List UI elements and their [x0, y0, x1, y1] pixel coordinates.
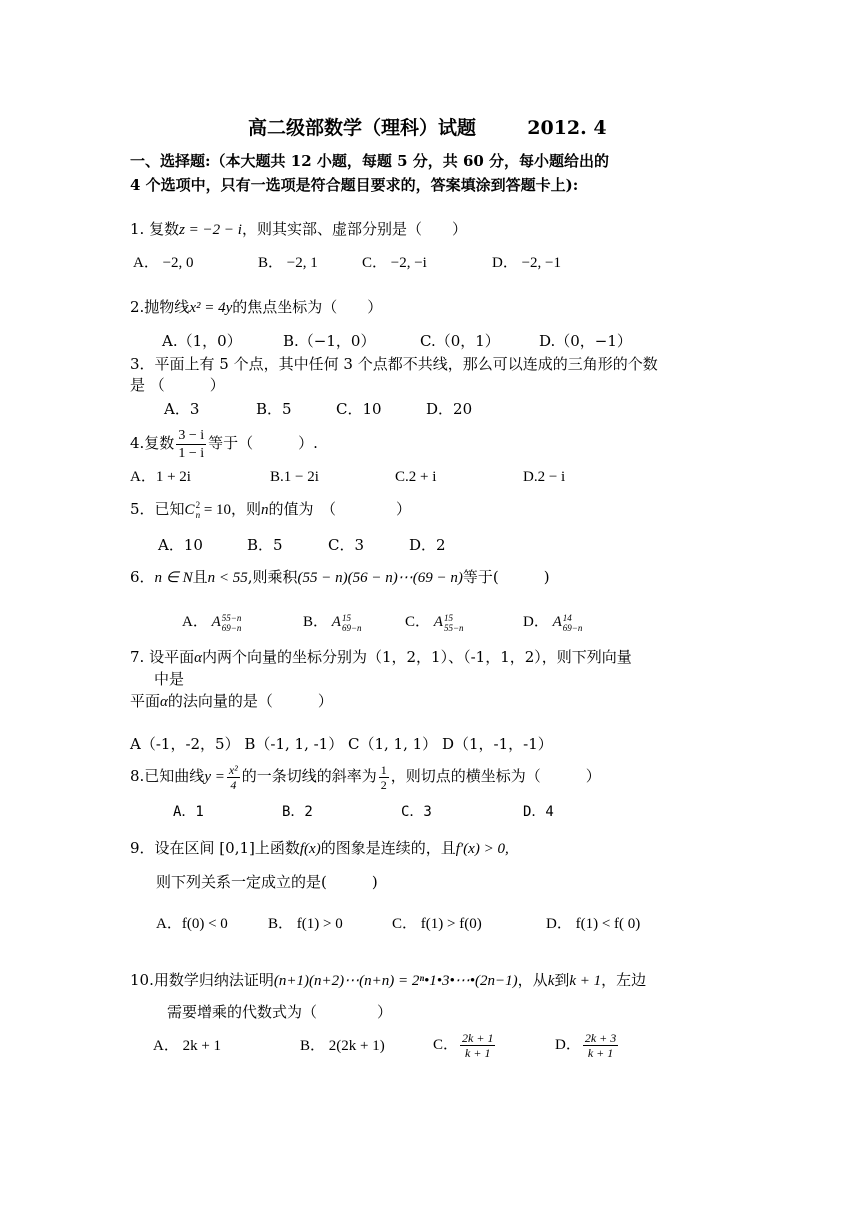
- q6-option-b: B． A 15 69−n: [303, 612, 362, 633]
- q2-stem: 2.抛物线x² = 4y的焦点坐标为（ ）: [130, 298, 383, 316]
- q8-option-b: B．2: [282, 804, 313, 820]
- q10-option-a: A． 2k + 1: [153, 1038, 222, 1054]
- q4-option-d: D.2 − i: [523, 469, 566, 485]
- q9-stem-line1: 9．设在区间 [0,1]上函数f(x)的图象是连续的，且f′(x) > 0,: [130, 839, 509, 857]
- q1-option-d: D． −2, −1: [492, 255, 562, 271]
- q5-option-d: D．2: [409, 536, 446, 554]
- q4-option-b: B.1 − 2i: [270, 469, 319, 485]
- q1-option-c: C． −2, −i: [362, 255, 427, 271]
- q4-fraction: $\frac{3 - i}{1 - i}$: [178, 427, 205, 461]
- q2-option-b: B.（−1，0）: [283, 332, 376, 350]
- q8-stem: 8.已知曲线y = $\frac{\text{x²}}{4}$ 的一条切线的斜率为 $\frac{1}{2}$ ，则切点的横坐标为（ ）: [130, 762, 601, 792]
- q10-stem-line2: 需要增乘的代数式为（ ）: [167, 1003, 393, 1021]
- q9-stem-line2: 则下列关系一定成立的是( ): [156, 873, 378, 891]
- q7-stem-line3: 平面α的法向量的是（ ）: [130, 692, 333, 710]
- q6-option-a: A． A 55−n 69−n: [182, 612, 242, 633]
- q6-option-c: C． A 15 55−n: [405, 612, 464, 633]
- q7-options: A（-1，-2，5） B（-1, 1, -1） C（1, 1, 1） D（1，-1，-1）: [130, 735, 553, 753]
- q5-stem: 5．已知C 2 n = 10，则n的值为 （ ）: [130, 500, 412, 520]
- q5-option-b: B．5: [247, 536, 283, 554]
- q2-option-d: D.（0，−1）: [539, 332, 632, 350]
- q6-stem: 6．n ∈ N且n < 55,则乘积(55 − n)(56 − n)⋯(69 − n)等于( ): [130, 568, 550, 586]
- title-text: 高二级部数学（理科）试题: [248, 117, 477, 139]
- q3-option-b: B．5: [256, 400, 292, 418]
- q7-stem-line2: 中是: [154, 670, 185, 688]
- q3-stem-line1: 3．平面上有 5 个点，其中任何 3 个点都不共线，那么可以连成的三角形的个数: [130, 355, 658, 373]
- q1-stem: 1. 复数z = −2 − i，则其实部、虚部分别是（ ）: [130, 220, 467, 238]
- q8-option-d: D．4: [523, 804, 554, 820]
- q3-option-c: C．10: [336, 400, 382, 418]
- section-header-line1: 一、选择题:（本大题共 12 小题，每题 5 分，共 60 分，每小题给出的: [130, 152, 610, 170]
- q3-option-a: A．3: [164, 400, 200, 418]
- q2-option-c: C.（0，1）: [420, 332, 500, 350]
- q8-option-a: A．1: [173, 804, 204, 820]
- q2-option-a: A.（1，0）: [162, 332, 242, 350]
- q9-option-b: B． f(1) > 0: [268, 916, 343, 932]
- q4-stem: 4.复数 $\frac{3 - i}{1 - i}$ 等于（ ）.: [130, 427, 318, 461]
- q9-option-a: A．f(0) < 0: [156, 916, 228, 932]
- q3-option-d: D．20: [426, 400, 473, 418]
- date-text: 2012. 4: [527, 117, 607, 139]
- q4-option-a: A．1 + 2i: [130, 469, 191, 485]
- q3-stem-line2: 是 （ ）: [130, 376, 225, 394]
- page-title: [248, 118, 607, 138]
- q1-option-a: A． −2, 0: [133, 255, 194, 271]
- section-header-line2: 4 个选项中，只有一选项是符合题目要求的，答案填涂到答题卡上):: [130, 176, 579, 194]
- q7-stem-line1: 7. 设平面α内两个向量的坐标分别为（1，2，1）、（-1，1，2），则下列向量: [130, 648, 632, 666]
- q5-option-a: A．10: [158, 536, 203, 554]
- q8-option-c: C．3: [401, 804, 432, 820]
- q4-option-c: C.2 + i: [395, 469, 437, 485]
- q10-option-b: B． 2(2k + 1): [300, 1038, 385, 1054]
- q10-stem-line1: 10.用数学归纳法证明(n+1)(n+2)⋯(n+n) = 2ⁿ•1•3•⋯•(2n−1)，从k到k + 1，左边: [130, 971, 647, 989]
- q10-option-c: C． $\frac{2k + 1}{k + 1}$: [433, 1031, 494, 1061]
- q5-option-c: C．3: [328, 536, 365, 554]
- q10-option-d: D． $\frac{2k + 3}{k + 1}$: [555, 1031, 617, 1061]
- q9-option-d: D． f(1) < f( 0): [546, 916, 641, 932]
- q1-option-b: B． −2, 1: [258, 255, 318, 271]
- q6-option-d: D． A 14 69−n: [523, 612, 583, 633]
- q9-option-c: C． f(1) > f(0): [392, 916, 482, 932]
